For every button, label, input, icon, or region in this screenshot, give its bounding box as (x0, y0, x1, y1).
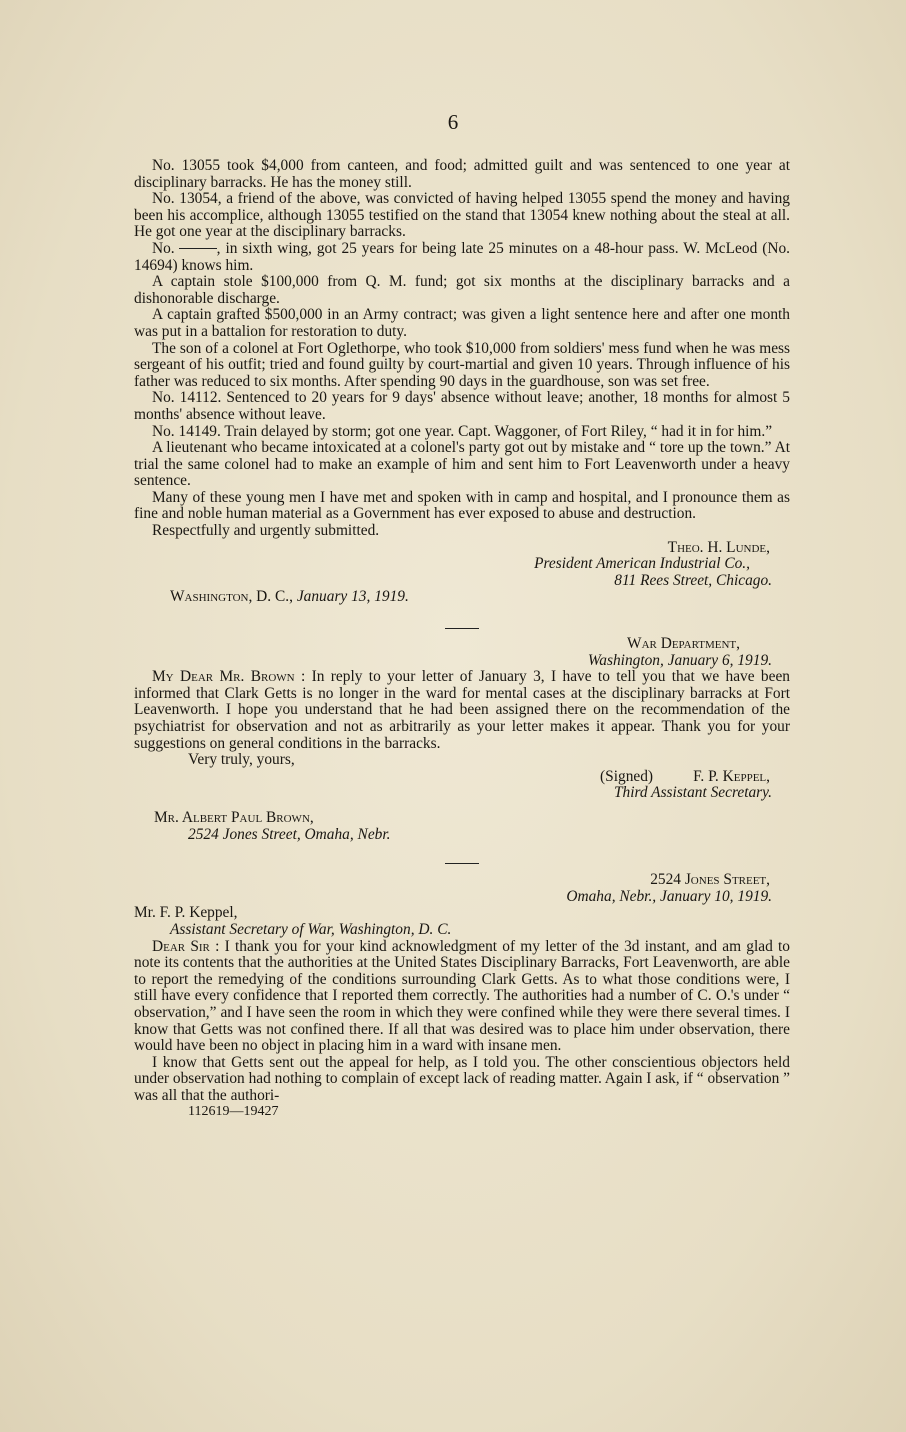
signer-address: 811 Rees Street, Chicago. (614, 571, 772, 589)
recipient-name: Mr. F. P. Keppel, (134, 904, 238, 922)
paragraph: Many of these young men I have met and spoken with in camp and hospital, and I pronounce them as fine and noble human material as a Government has ever exposed to abuse and destruction. (134, 488, 790, 523)
section-divider (445, 863, 479, 864)
page-number: 6 (447, 110, 459, 134)
letter-sender: War Department, (627, 635, 740, 653)
signature-line (134, 769, 790, 786)
signer-title: Third Assistant Secretary. (613, 784, 772, 802)
signer-title: President American Industrial Co., (534, 555, 750, 573)
paragraph: A captain grafted $500,000 in an Army contract; was given a light sentence here and after one month was put in a battalion for restoration to duty. (134, 306, 790, 340)
paragraph: I know that Getts sent out the appeal for help, as I told you. The other conscientious objectors held under observation had nothing to complain of except lack of reading matter. Again I ask, if “ observation ” was all that the authori- (134, 1053, 790, 1104)
letter-text: In reply to your letter of January 3, I have to tell you that we have been informed that Clark Getts is no longer in the ward for mental cases at the disciplinary barracks at Fort Leavenworth. I hope you understand that he had been assigned there on the recommendation of the psychiatrist for observation and not as arbitrarily as your letter makes it appear. Thank you for your suggestions on general conditions in the barracks. (134, 668, 790, 752)
dateline-place: Washington, D. C., (170, 588, 293, 606)
paragraph-redacted-number (134, 241, 790, 274)
letter-body (134, 939, 790, 1055)
paragraph: No. 14112. Sentenced to 20 years for 9 days' absence without leave; another, 18 months for almost 5 months' absence without leave. (134, 389, 790, 423)
letter-body (134, 669, 790, 752)
letter-date: Omaha, Nebr., January 10, 1919. (566, 887, 772, 905)
paragraph: A captain stole $100,000 from Q. M. fund; got six months at the disciplinary barracks and a dishonorable discharge. (134, 273, 790, 307)
signer-name: Theo. H. Lunde, (667, 538, 770, 556)
paragraph: Respectfully and urgently submitted. (152, 522, 380, 540)
recipient-title: Assistant Secretary of War, Washington, D. C. (170, 920, 452, 938)
dateline-date: January 13, 1919. (296, 588, 409, 606)
paragraph: No. 13054, a friend of the above, was convicted of having helped 13055 spend the money and having been his accomplice, although 13055 testified on the stand that 13054 knew nothing about the steal at all. He got one year at the disciplinary barracks. (134, 190, 790, 241)
paragraph: A lieutenant who became intoxicated at a colonel's party got out by mistake and “ tore up the town.” At trial the same colonel had to make an example of him and sent him to Fort Leavenworth under a heavy sentence. (134, 439, 790, 490)
redaction-dash (179, 248, 217, 249)
recipient-name: Mr. Albert Paul Brown, (154, 808, 314, 826)
letter-text: I thank you for your kind acknowledgment of my letter of the 3d instant, and am glad to note its contents that the authorities at the United States Disciplinary Barracks, Fort Leavenworth, are able to report the remedying of the conditions surrounding Clark Getts. As to what those conditions were, I still have every confidence that I reported them correctly. The authorities had a number of C. O.'s under “ observation,” and I have seen the room in which they were confined while they were there several times. I know that Getts was not confined there. If all that was desired was to place him under observation, there would have been no object in placing him in a ward with insane men. (134, 937, 790, 1055)
paragraph: No. 13055 took $4,000 from canteen, and food; admitted guilt and was sentenced to one year at disciplinary barracks. He has the money still. (134, 157, 790, 191)
salutation: Dear Sir : (152, 937, 220, 955)
dateline (134, 589, 790, 606)
paragraph: The son of a colonel at Fort Oglethorpe, who took $10,000 from soldiers' mess fund when he was mess sergeant of his outfit; tried and found guilty by court-martial and given 10 years. Through influence of his father was reduced to six months. After spending 90 days in the guardhouse, son was set free. (134, 339, 790, 390)
paragraph: No. 14149. Train delayed by storm; got one year. Capt. Waggoner, of Fort Riley, “ had it in for him.” (152, 422, 773, 440)
signed-label: (Signed) (600, 767, 654, 785)
signer-name: F. P. Keppel, (693, 767, 770, 785)
document-body (134, 158, 790, 1121)
salutation: My Dear Mr. Brown : (152, 668, 306, 686)
print-code: 112619—19427 (188, 1104, 279, 1120)
section-divider (445, 628, 479, 629)
letter-date: Washington, January 6, 1919. (587, 651, 772, 669)
letter-sender-address: 2524 Jones Street, (650, 871, 770, 889)
paragraph-start: No. (152, 239, 175, 257)
recipient-address: 2524 Jones Street, Omaha, Nebr. (188, 825, 391, 843)
paragraph-rest: , in sixth wing, got 25 years for being late 25 minutes on a 48-hour pass. W. McLeod (No. 14694) knows him. (134, 239, 790, 274)
closing: Very truly, yours, (188, 751, 295, 769)
